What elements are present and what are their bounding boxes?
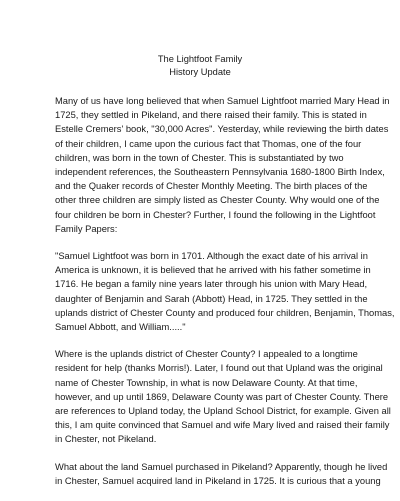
text-line: and the Quaker records of Chester Monthly Meeting. The birth places of the <box>55 181 368 192</box>
text-line: Estelle Cremers' book, "30,000 Acres". Yesterday, while reviewing the birth dates <box>55 124 389 135</box>
text-line: resident for help (thanks Morris!). Later, I found out that Upland was the original <box>55 363 383 374</box>
paragraph <box>55 249 395 334</box>
text-line: four children be born in Chester? Further, I found the following in the Lightfoot <box>55 209 376 220</box>
text-line: other three children are simply listed as Chester County. Why would one of the <box>55 195 380 206</box>
text-line: Family Papers: <box>55 223 118 234</box>
text-line: independent references, the Southeastern Pennsylvania 1680-1800 Birth Index, <box>55 167 385 178</box>
title-block <box>0 53 400 78</box>
text-line: 1716. He began a family nine years later through his union with Mary Head, <box>55 279 368 290</box>
text-line: 1725, they settled in Pikeland, and there raised their family. This is stated in <box>55 110 367 121</box>
text-line: Where is the uplands district of Chester County? I appealed to a longtime <box>55 349 358 360</box>
text-line: of their children, I came upon the curious fact that Thomas, one of the four <box>55 138 362 149</box>
text-line: this, I am quite convinced that Samuel and wife Mary lived and raised their family <box>55 420 390 431</box>
paragraph <box>55 460 388 488</box>
text-line: "Samuel Lightfoot was born in 1701. Although the exact date of his arrival in <box>55 251 368 262</box>
paragraph <box>55 347 391 446</box>
text-line: Samuel Abbott, and William....." <box>55 322 186 333</box>
text-line: children, was born in the town of Chester. This is substantiated by two <box>55 152 344 163</box>
text-line: What about the land Samuel purchased in Pikeland? Apparently, though he lived <box>55 461 388 472</box>
paragraph <box>55 94 390 236</box>
document-subtitle: History Update <box>169 66 231 77</box>
text-line: uplands district of Chester County and produced four children, Benjamin, Thomas, <box>55 307 395 318</box>
text-line: in Chester, not Pikeland. <box>55 434 157 445</box>
text-line: America is unknown, it is believed that he arrived with his father sometime in <box>55 265 371 276</box>
text-line: however, and up until 1869, Delaware County was part of Chester County. There <box>55 391 389 402</box>
text-line: are references to Upland today, the Upland School District, for example. Given all <box>55 406 391 417</box>
text-line: in Chester, Samuel acquired land in Pikeland in 1725. It is curious that a young <box>55 475 381 486</box>
text-line: name of Chester Township, in what is now Delaware County. At that time, <box>55 377 358 388</box>
document-title: The Lightfoot Family <box>157 54 243 64</box>
text-line: Many of us have long believed that when Samuel Lightfoot married Mary Head in <box>55 96 390 106</box>
document-body <box>55 94 395 501</box>
text-line: daughter of Benjamin and Sarah (Abbott) Head, in 1725. They settled in the <box>55 293 368 304</box>
